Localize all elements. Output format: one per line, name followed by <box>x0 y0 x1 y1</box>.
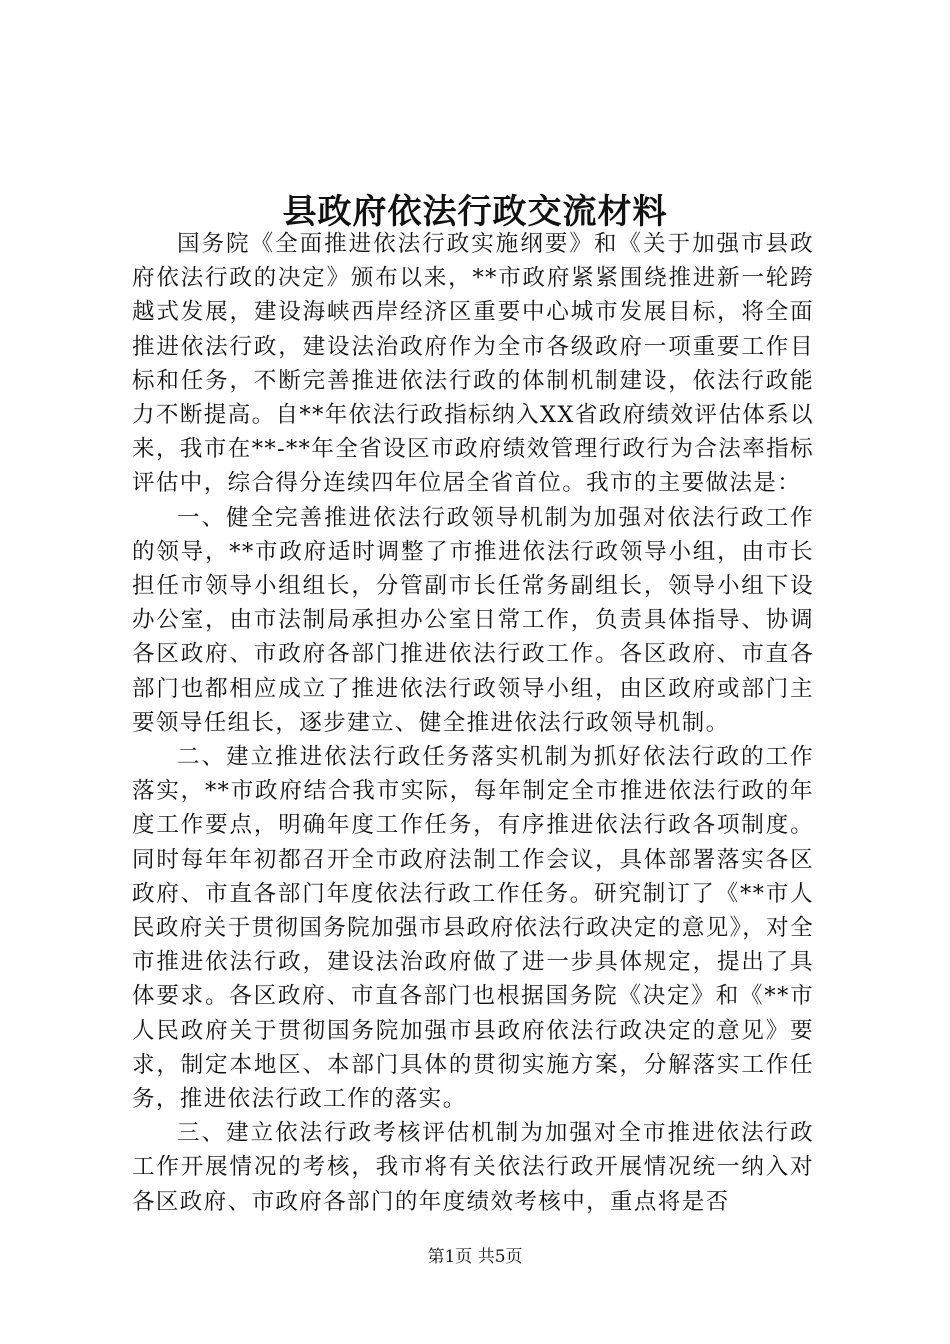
page-footer <box>0 1242 950 1267</box>
document-body <box>132 227 814 1219</box>
paragraph-section-1: 一、健全完善推进依法行政领导机制为加强对依法行政工作的领导，**市政府适时调整了市推进依法行政领导小组，由市长担任市领导小组组长，分管副市长任常务副组长，领导小组下设办公室，由市法制局承担办公室日常工作，负责具体指导、协调各区政府、市政府各部门推进依法行政工作。各区政府、市直各部门也都相应成立了推进依法行政领导小组，由区政府或部门主要领导任组长，逐步建立、健全推进依法行政领导机制。 <box>132 504 814 736</box>
document-title: 县政府依法行政交流材料 <box>282 192 668 232</box>
paragraph-section-2: 二、建立推进依法行政任务落实机制为抓好依法行政的工作落实，**市政府结合我市实际，每年制定全市推进依法行政的年度工作要点，明确年度工作任务，有序推进依法行政各项制度。同时每年年初都召开全市政府法制工作会议，具体部署落实各区政府、市直各部门年度依法行政工作任务。研究制订了《**市人民政府关于贯彻国务院加强市县政府依法行政决定的意见》，对全市推进依法行政，建设法治政府做了进一步具体规定，提出了具体要求。各区政府、市直各部门也根据国务院《决定》和《**市人民政府关于贯彻国务院加强市县政府依法行政决定的意见》要求，制定本地区、本部门具体的贯彻实施方案，分解落实工作任务，推进依法行政工作的落实。 <box>132 744 814 1113</box>
paragraph-section-3: 三、建立依法行政考核评估机制为加强对全市推进依法行政工作开展情况的考核，我市将有关依法行政开展情况统一纳入对各区政府、市政府各部门的年度绩效考核中，重点将是否 <box>132 1120 814 1215</box>
page-number: 第1页 共5页 <box>427 1247 523 1267</box>
paragraph-intro: 国务院《全面推进依法行政实施纲要》和《关于加强市县政府依法行政的决定》颁布以来，**市政府紧紧围绕推进新一轮跨越式发展，建设海峡西岸经济区重要中心城市发展目标，将全面推进依法行政，建设法治政府作为全市各级政府一项重要工作目标和任务，不断完善推进依法行政的体制机制建设，依法行政能力不断提高。自**年依法行政指标纳入XX省政府绩效评估体系以来，我市在**-**年全省设区市政府绩效管理行政行为合法率指标评估中，综合得分连续四年位居全省首位。我市的主要做法是： <box>132 231 814 497</box>
